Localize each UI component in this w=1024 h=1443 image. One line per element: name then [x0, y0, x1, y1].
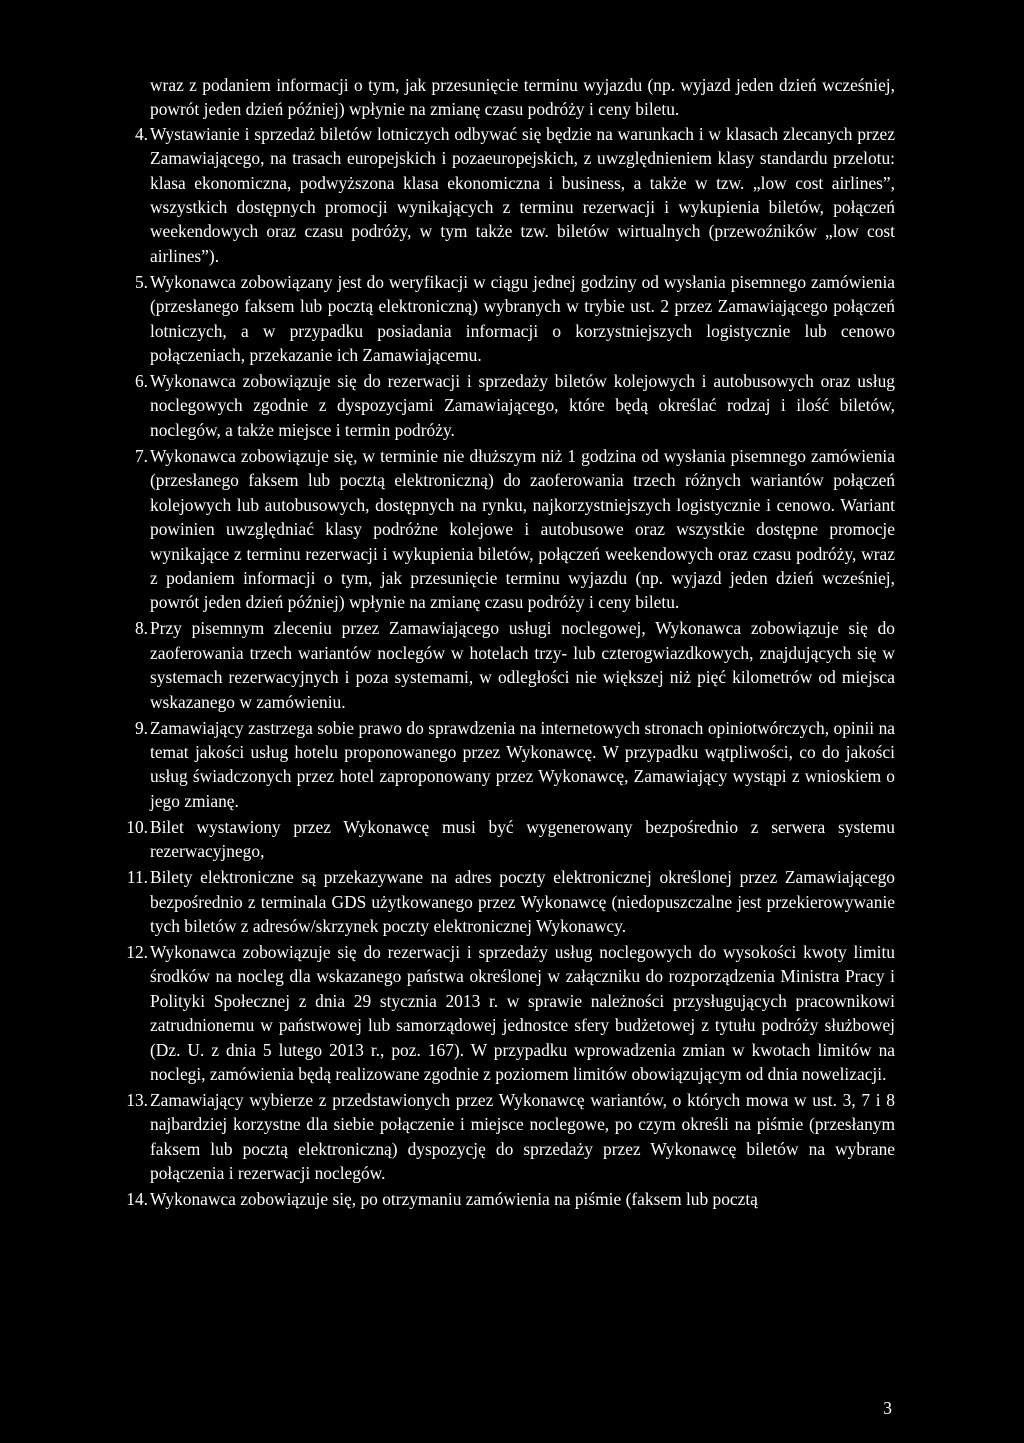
item-text: Wykonawca zobowiązuje się do rezerwacji i sprzedaży usług noclegowych do wysokości kwoty limitu środków na nocleg dla wskazanego państwa określonej w załączniku do rozporządzenia Ministra Pracy i Polityki Społecznej z dnia 29 stycznia 2013 r. w sprawie należności przysługujących pracownikowi zatrudnionemu w państwowej lub samorządowej jednostce sfery budżetowej z tytułu podróży służbowej (Dz. U. z dnia 5 lutego 2013 r., poz. 167). W przypadku wprowadzenia zmian w kwotach limitów na noclegi, zamówienia będą realizowane zgodnie z poziomem limitów obowiązującym od dnia nowelizacji. — [150, 941, 895, 1084]
item-number: 5. — [134, 271, 148, 292]
item-number: 4. — [134, 123, 148, 144]
item-number: 10. — [126, 816, 148, 837]
item-number: 12. — [126, 941, 148, 962]
list-item — [134, 122, 895, 268]
item-text: Bilet wystawiony przez Wykonawcę musi być wygenerowany bezpośrednio z serwera systemu rezerwacyjnego, — [150, 816, 895, 862]
item-text: Zamawiający zastrzega sobie prawo do sprawdzenia na internetowych stronach opiniotwórczych, opinii na temat jakości usług hotelu proponowanego przez Wykonawcę. W przypadku wątpliwości, co do jakości usług świadczonych przez hotel zaproponowany przez Wykonawcę, Zamawiający wystąpi z wnioskiem o jego zmianę. — [150, 717, 895, 811]
item-number: 11. — [126, 867, 148, 888]
item-text: Wykonawca zobowiązany jest do weryfikacji w ciągu jednej godziny od wysłania pisemnego zamówienia (przesłanego faksem lub pocztą elektroniczną) wybranych w trybie ust. 2 przez Zamawiającego połączeń lotniczych, a w przypadku posiadania informacji o korzystniejszych logistycznie lub cenowo połączeniach, przekazanie ich Zamawiającemu. — [150, 271, 895, 366]
item-number: 7. — [134, 445, 148, 466]
item-number: 6. — [134, 371, 148, 392]
list-item — [134, 616, 895, 714]
list-item — [126, 865, 895, 938]
item-text: Wystawianie i sprzedaż biletów lotniczych odbywać się będzie na warunkach i w klasach zlecanych przez Zamawiającego, na trasach europejskich i pozaeuropejskich, z uwzględnieniem klasy standardu przelotu: klasa ekonomiczna, podwyższona klasa ekonomiczna i business, a także w tzw. „low cost airlines”, wszystkich dostępnych promocji wynikających z terminu rezerwacji i wykupienia biletów, połączeń weekendowych oraz czasu podróży, w tym także tzw. biletów wirtualnych (przewoźników „low cost airlines”). — [150, 123, 895, 266]
list-item — [134, 270, 895, 368]
numbered-list — [126, 122, 895, 1212]
list-item — [134, 716, 895, 814]
item-text: Wykonawca zobowiązuje się do rezerwacji i sprzedaży biletów kolejowych i autobusowych oraz usług noclegowych zgodnie z dyspozycjami Zamawiającego, które będą określać rodzaj i ilość biletów, noclegów, a także miejsce i termin podróży. — [150, 371, 895, 440]
item-number: 13. — [126, 1090, 148, 1110]
item-text: Zamawiający wybierze z przedstawionych przez Wykonawcę wariantów, o których mowa w ust. 3, 7 i 8 najbardziej korzystne dla siebie połączenie i miejsce noclegowe, po czym określi na piśmie (przesłanym faksem lub pocztą elektroniczną) dyspozycję do sprzedaży przez Wykonawcę biletów na wybrane połączenia i rezerwacji noclegów. — [150, 1090, 895, 1184]
list-item — [134, 444, 895, 615]
list-item — [126, 815, 895, 864]
list-item — [126, 1088, 895, 1186]
continuation-paragraph: wraz z podaniem informacji o tym, jak przesunięcie terminu wyjazdu (np. wyjazd jeden dzień wcześniej, powrót jeden dzień później) wpłynie na zmianę czasu podróży i ceny biletu. — [150, 75, 895, 120]
page-number: 3 — [883, 1398, 892, 1418]
list-item — [126, 1187, 895, 1211]
item-text: Wykonawca zobowiązuje się, w terminie nie dłuższym niż 1 godzina od wysłania pisemnego zamówienia (przesłanego faksem lub pocztą elektroniczną) do zaoferowania trzech różnych wariantów połączeń kolejowych lub autobusowych, dostępnych na rynku, najkorzystniejszych logistycznie i cenowo. Wariant powinien uwzględniać klasy podróżne kolejowe i autobusowe oraz wszystkie dostępne promocje wynikające z terminu rezerwacji i wykupienia biletów, połączeń weekendowych oraz czasu podróży, wraz z podaniem informacji o tym, jak przesunięcie terminu wyjazdu (np. wyjazd jeden dzień wcześniej, powrót jeden dzień później) wpłynie na zmianę czasu podróży i ceny biletu. — [150, 445, 895, 613]
item-text: Wykonawca zobowiązuje się, po otrzymaniu zamówienia na piśmie (faksem lub pocztą — [150, 1189, 758, 1210]
item-text: Bilety elektroniczne są przekazywane na adres poczty elektronicznej określonej przez Zamawiającego bezpośrednio z terminala GDS użytkowanego przez Wykonawcę (niedopuszczalne jest przekierowywanie tych biletów z adresów/skrzynek poczty elektronicznej Wykonawcy. — [150, 867, 895, 936]
item-text: Przy pisemnym zleceniu przez Zamawiającego usługi noclegowej, Wykonawca zobowiązuje się do zaoferowania trzech wariantów noclegów w hotelach trzy- lub czterogwiazdkowych, znajdujących się w systemach rezerwacyjnych i poza systemami, w odległości nie większej niż pięć kilometrów od miejsca wskazanego w zamówieniu. — [150, 618, 895, 712]
list-item — [134, 369, 895, 442]
item-number: 9. — [134, 717, 148, 738]
list-item — [126, 940, 895, 1086]
item-number: 14. — [126, 1189, 148, 1210]
document-body — [126, 73, 895, 1213]
item-number: 8. — [134, 618, 148, 639]
